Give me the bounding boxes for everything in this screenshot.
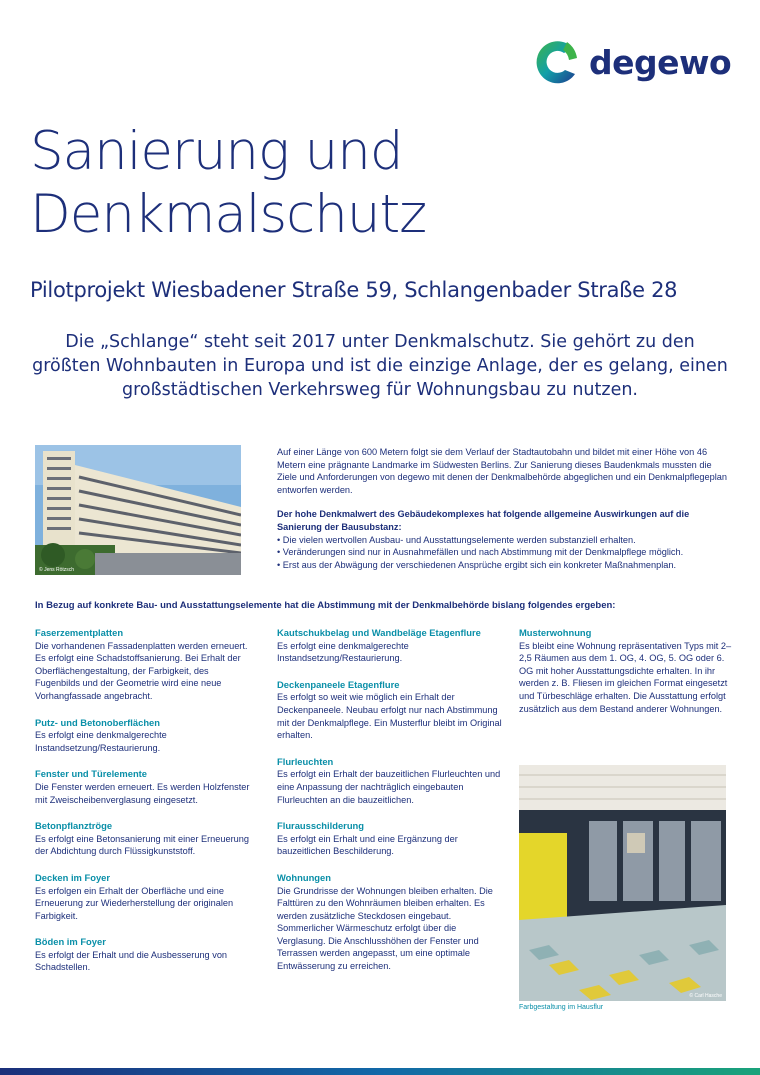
item-text: Es erfolgt eine denkmalgerechte Instandsetzung/Restaurierung. — [277, 640, 409, 664]
item-musterwohnung — [519, 627, 734, 715]
item-decken-foyer — [35, 872, 255, 922]
item-text: Es erfolgt eine denkmalgerechte Instandsetzung/Restaurierung. — [35, 730, 167, 753]
item-heading: Deckenpaneele Etagenflure — [277, 678, 400, 690]
item-heading: Kautschukbelag und Wandbeläge Etagenflure — [277, 627, 481, 638]
item-heading: Decken im Foyer — [35, 871, 111, 883]
photo-credit: © Carl Hasche — [689, 993, 722, 999]
column-1 — [35, 627, 255, 988]
degewo-logo — [527, 34, 731, 90]
photo-caption: Farbgestaltung im Hausflur — [519, 1004, 604, 1011]
item-heading: Flurausschilderung — [277, 820, 364, 832]
item-heading: Putz- und Betonoberflächen — [35, 716, 160, 728]
item-heading: Böden im Foyer — [35, 936, 106, 948]
intro-bold-heading: Der hohe Denkmalwert des Gebäudekomplexes hat folgende allgemeine Auswirkungen auf die Sanierung der Bausubstanz: — [277, 509, 690, 532]
intro-paragraph: Auf einer Länge von 600 Metern folgt sie dem Verlauf der Stadtautobahn und bildet mit einer Höhe von 46 Metern eine prägnante Landmarke im Südwesten Berlins. Zur Sanierung dieses Baudenkmals mussten die Ziele und Anforderungen von degewo mit denen der Denkmalbehörde abgeglichen und ein Denkmalpflegeplan entworfen werden. — [277, 447, 727, 495]
item-deckenpaneele — [277, 679, 502, 742]
list-item: • Die vielen wertvollen Ausbau- und Ausstattungselemente werden substanziell erhalten. — [277, 534, 732, 547]
list-item: • Veränderungen sind nur in Ausnahmefällen und nach Abstimmung mit der Denkmalpflege möglich. — [277, 546, 732, 559]
intro-bullet-list — [277, 534, 732, 572]
item-heading: Flurleuchten — [277, 755, 334, 767]
item-heading: Betonpflanztröge — [35, 820, 113, 832]
item-text: Es erfolgt der Erhalt und die Ausbesserung von Schadstellen. — [35, 949, 228, 973]
item-faserzementplatten — [35, 627, 255, 703]
item-boeden-foyer — [35, 936, 255, 974]
item-flurausschilderung — [277, 820, 502, 858]
page-subtitle: Pilotprojekt Wiesbadener Straße 59, Schlangenbader Straße 28 — [30, 278, 678, 302]
building-photo — [35, 445, 241, 575]
item-putz-betonoberflaechen — [35, 717, 255, 755]
item-heading: Wohnungen — [277, 871, 331, 883]
column-3 — [519, 627, 734, 729]
item-wohnungen — [277, 872, 502, 973]
item-text: Es erfolgt so weit wie möglich ein Erhalt der Deckenpaneele. Neubau erfolgt nur nach Abstimmung mit der Denkmalpflege. Ein Musterflur bleibt im Original erhalten. — [277, 692, 502, 741]
item-text: Es erfolgt ein Erhalt der bauzeitlichen Flurleuchten und eine Anpassung der nachträglich eingebauten Flurleuchten an die bauzeitlichen. — [277, 769, 501, 805]
intro-section — [277, 446, 732, 571]
item-text: Es bleibt eine Wohnung repräsentativen Typs mit 2–2,5 Räumen aus dem 1. OG, 4. OG, 5. OG oder 6. OG mit hoher Ausstattungsdichte erhalten. In ihr werden z. B. Fliesen im gleichen Format eingesetzt und Türbeschläge erhalten. Die Ausstattung erfolgt zusätzlich aus dem Bestand anderer Wohnungen. — [519, 640, 732, 714]
bottom-color-bar — [0, 1068, 760, 1075]
item-heading: Fenster und Türelemente — [35, 768, 148, 780]
item-betonpflanztroege — [35, 820, 255, 858]
hallway-photo — [519, 765, 726, 1001]
item-fenster-tuerelemente — [35, 768, 255, 806]
item-text: Die Fenster werden erneuert. Es werden Holzfenster mit Zweischeibenverglasung eingesetzt. — [35, 781, 250, 805]
item-text: Es erfolgen ein Erhalt der Oberfläche und eine Erneuerung zur Wiederherstellung der originalen Farbigkeit. — [35, 885, 234, 921]
photo-credit: © Jens Rötzsch — [39, 567, 75, 573]
degewo-logo-icon — [527, 34, 583, 90]
column-2 — [277, 627, 502, 987]
lead-text: Die „Schlange“ steht seit 2017 unter Denkmalschutz. Sie gehört zu den größten Wohnbauten in Europa und ist die einzige Anlage, der es gelang, einen großstädtischen Verkehrsweg für Wohnungsbau zu nutzen. — [32, 332, 728, 400]
item-text: Es erfolgt ein Erhalt und eine Ergänzung der bauzeitlichen Beschilderung. — [277, 833, 458, 857]
section-intro: In Bezug auf konkrete Bau- und Ausstattungselemente hat die Abstimmung mit der Denkmalbehörde bislang folgendes ergeben: — [35, 600, 616, 611]
item-heading: Faserzementplatten — [35, 627, 124, 638]
item-text: Die vorhandenen Fassadenplatten werden erneuert. Es erfolgt eine Schadstoffsanierung. Bei Erhalt der Oberflächengestaltung, der Farbigkeit, des Fugenbilds und der Geometrie wird eine neue Vorhangfassade angebracht. — [35, 640, 248, 701]
building-illustration — [35, 445, 241, 575]
logo-text: degewo — [589, 42, 732, 82]
item-flurleuchten — [277, 756, 502, 806]
item-heading: Musterwohnung — [519, 627, 592, 638]
list-item: • Erst aus der Abwägung der verschiedenen Ansprüche ergibt sich ein konkreter Maßnahmenplan. — [277, 559, 732, 572]
page-title: Sanierung und Denkmalschutz — [30, 121, 427, 245]
item-kautschukbelag — [277, 627, 502, 665]
item-text: Die Grundrisse der Wohnungen bleiben erhalten. Die Falttüren zu den Wohnräumen bleiben erhalten. Es werden zusätzliche Steckdosen eingebaut. Sommerlicher Wärmeschutz erfolgt über die Verglasung. Die Anschlusshöhen der Fenster und Terrassen werden angepasst, um eine optimale Entwässerung zu erreichen. — [277, 885, 493, 972]
hallway-illustration — [519, 765, 726, 1001]
item-text: Es erfolgt eine Betonsanierung mit einer Erneuerung der Abdichtung durch Flüssigkunststoff. — [35, 833, 249, 857]
